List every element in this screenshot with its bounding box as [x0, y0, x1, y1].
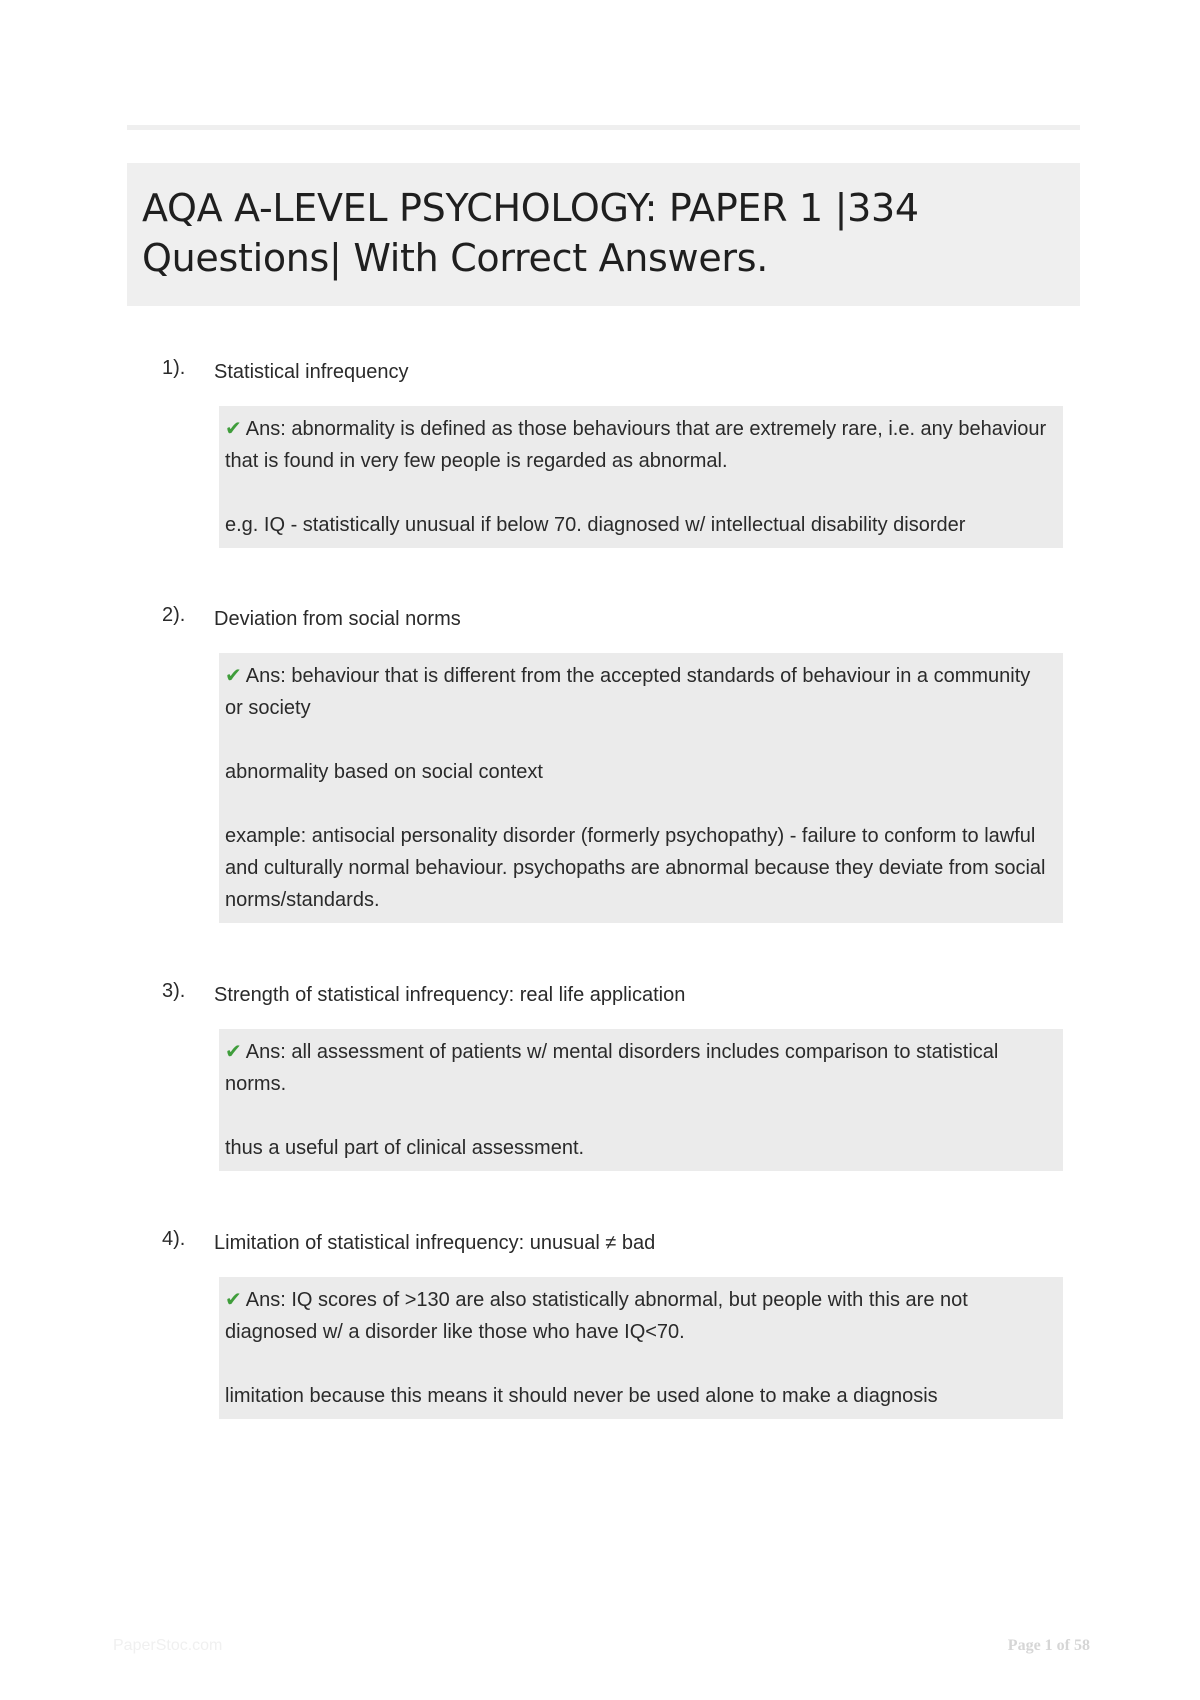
- qa-list: [127, 345, 1080, 1419]
- answer-box: [219, 1029, 1063, 1171]
- answer-paragraph: example: antisocial personality disorder (formerly psychopathy) - failure to conform to lawful and culturally normal behaviour. psychopaths are abnormal because they deviate from social norms/standards.: [225, 825, 1046, 911]
- check-icon: ✔: [225, 1039, 242, 1063]
- title-box: [127, 163, 1080, 306]
- answer-paragraph: e.g. IQ - statistically unusual if below 70. diagnosed w/ intellectual disability disorder: [225, 514, 966, 536]
- qa-item-4: [127, 1216, 1080, 1419]
- answer-box: [219, 406, 1063, 548]
- answer-prefix: Ans:: [245, 1289, 292, 1311]
- page-number: Page 1 of 58: [1007, 1637, 1090, 1654]
- answer-box: [219, 1277, 1063, 1419]
- answer-text: abnormality is defined as those behaviours that are extremely rare, i.e. any behaviour that is found in very few people is regarded as abnormal.: [225, 418, 1047, 472]
- footer-watermark: PaperStoc.com: [113, 1637, 223, 1654]
- answer-paragraph: [225, 1283, 1053, 1348]
- answer-text: IQ scores of >130 are also statistically abnormal, but people with this are not diagnosed w/ a disorder like those who have IQ<70.: [225, 1289, 968, 1343]
- answer-prefix: Ans:: [245, 418, 292, 440]
- answer-paragraph: [225, 1035, 1053, 1100]
- question-number: 2).: [162, 604, 186, 626]
- answer-box: [219, 653, 1063, 923]
- answer-prefix: Ans:: [245, 665, 292, 687]
- question-text: Deviation from social norms: [214, 608, 461, 630]
- answer-text: behaviour that is different from the accepted standards of behaviour in a community or society: [225, 665, 1031, 719]
- answer-paragraph: thus a useful part of clinical assessment.: [225, 1137, 585, 1159]
- answer-paragraph: abnormality based on social context: [225, 761, 543, 783]
- qa-item-2: [127, 592, 1080, 923]
- top-rule: [127, 125, 1080, 130]
- answer-text: all assessment of patients w/ mental disorders includes comparison to statistical norms.: [225, 1041, 999, 1095]
- answer-paragraph: limitation because this means it should never be used alone to make a diagnosis: [225, 1385, 938, 1407]
- answer-prefix: Ans:: [245, 1041, 292, 1063]
- qa-item-1: [127, 345, 1080, 548]
- check-icon: ✔: [225, 416, 242, 440]
- question-number: 4).: [162, 1228, 186, 1250]
- question-text: Strength of statistical infrequency: real life application: [214, 984, 686, 1006]
- answer-paragraph: [225, 659, 1053, 724]
- document-title: AQA A-LEVEL PSYCHOLOGY: PAPER 1 |334 Questions| With Correct Answers.: [142, 186, 919, 280]
- check-icon: ✔: [225, 1287, 242, 1311]
- question-text: Limitation of statistical infrequency: unusual ≠ bad: [214, 1232, 656, 1254]
- check-icon: ✔: [225, 663, 242, 687]
- question-text: Statistical infrequency: [214, 361, 409, 383]
- qa-item-3: [127, 968, 1080, 1171]
- answer-paragraph: [225, 412, 1053, 477]
- question-number: 1).: [162, 357, 186, 379]
- question-number: 3).: [162, 980, 186, 1002]
